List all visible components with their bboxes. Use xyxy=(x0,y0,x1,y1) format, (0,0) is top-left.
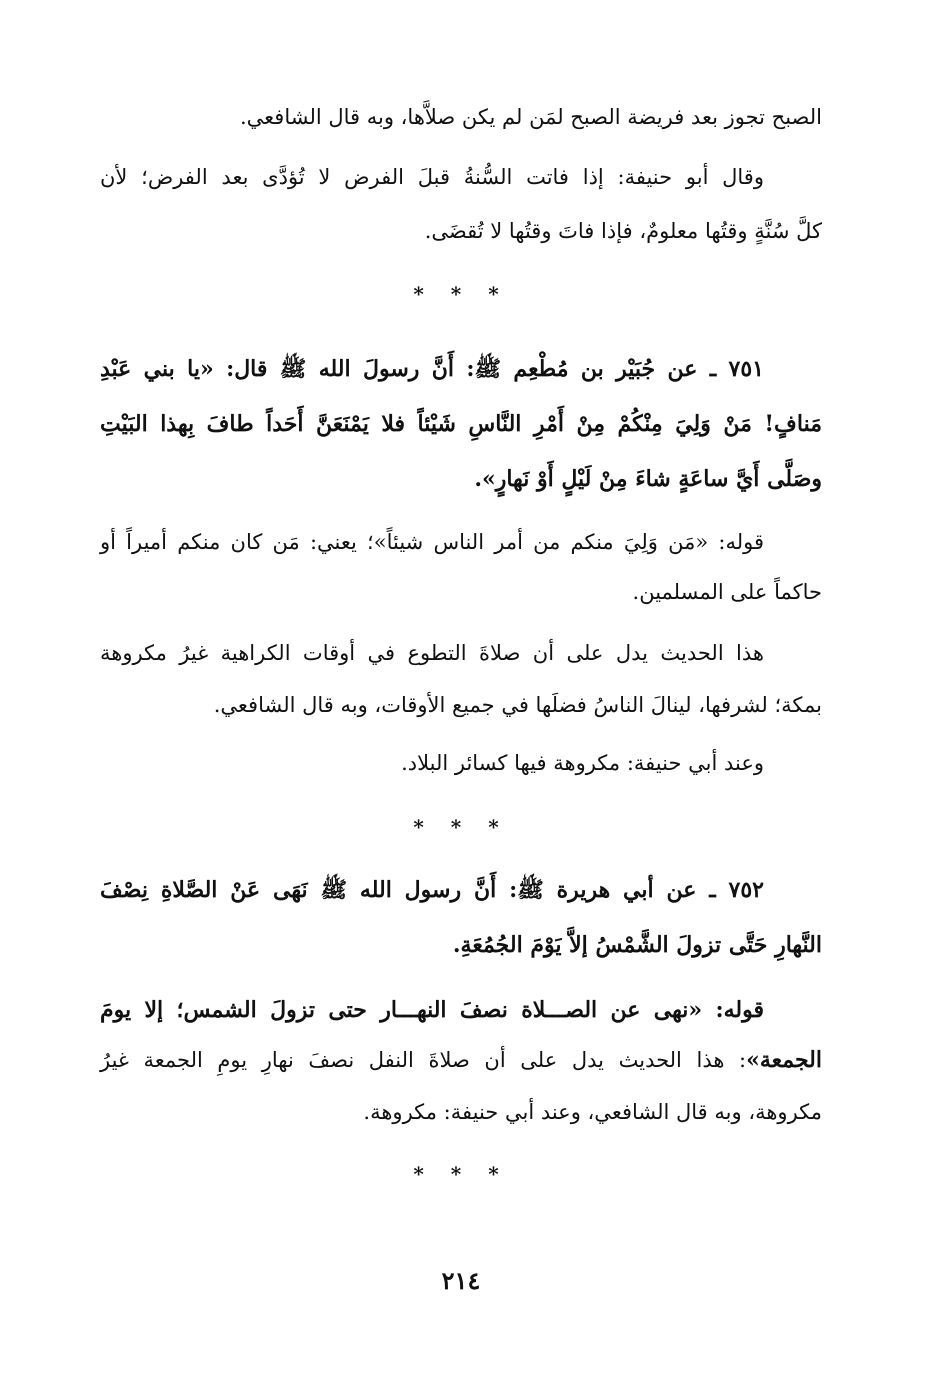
book-page xyxy=(100,0,822,1377)
text-line: كلَّ سُنَّةٍ وقتُها معلومٌ، فإذا فاتَ وقتُها لا تُقضَى. xyxy=(424,219,822,243)
hadith-line: مَنافٍ! مَنْ وَلِيَ مِنْكُمْ مِنْ أَمْرِ النَّاسِ شَيْئاً فلا يَمْنَعَنَّ أَحَداً طافَ بِهذا البَيْتِ xyxy=(100,411,822,437)
commentary-line: مكروهة، وبه قال الشافعي، وعند أبي حنيفة: مكروهة. xyxy=(363,1100,822,1124)
section-separator: * * * xyxy=(413,282,509,306)
hadith-line: النَّهارِ حَتَّى تزولَ الشَّمْسُ إلاَّ يَوْمَ الجُمُعَةِ. xyxy=(452,932,822,958)
quoted-phrase: الجمعة» xyxy=(746,1047,822,1073)
commentary-line: بمكة؛ لشرفها، لينالَ الناسُ فضلَها في جميع الأوقات، وبه قال الشافعي. xyxy=(213,693,822,717)
text-line: الصبح تجوز بعد فريضة الصبح لمَن لم يكن صلاَّها، وبه قال الشافعي. xyxy=(239,105,822,129)
commentary-line: حاكماً على المسلمين. xyxy=(632,580,822,604)
commentary-line: وعند أبي حنيفة: مكروهة فيها كسائر البلاد. xyxy=(401,751,764,775)
commentary-line: قوله: «نهى عن الصـــلاة نصفَ النهـــار حتى تزولَ الشمس؛ إلا يومَ xyxy=(100,997,764,1023)
section-separator: * * * xyxy=(413,1162,509,1186)
page-number: ٢١٤ xyxy=(441,1266,481,1295)
commentary-line: هذا الحديث يدل على أن صلاةَ التطوع في أوقات الكراهية غيرُ مكروهة xyxy=(100,641,764,665)
hadith-line: ٧٥٢ ـ عن أبي هريرة ﷺ: أَنَّ رسول الله ﷺ نَهَى عَنْ الصَّلاةِ نِصْفَ xyxy=(100,877,764,903)
text-line: وقال أبو حنيفة: إذا فاتت السُّنةُ قبلَ الفرض لا تُؤدَّى بعد الفرض؛ لأن xyxy=(100,165,764,189)
commentary-text: : هذا الحديث يدل على أن صلاةَ النفل نصفَ نهارِ يومِ الجمعة غيرُ xyxy=(100,1048,747,1072)
hadith-line: وصَلَّى أَيَّ ساعَةٍ شاءَ مِنْ لَيْلٍ أَوْ نَهارٍ». xyxy=(474,466,822,492)
hadith-line: ٧٥١ ـ عن جُبَيْر بن مُطْعِم ﷺ: أَنَّ رسولَ الله ﷺ قال: «يا بني عَبْدِ xyxy=(100,356,764,382)
commentary-line xyxy=(100,1040,822,1080)
section-separator: * * * xyxy=(413,815,509,839)
commentary-line: قوله: «مَن وَلِيَ منكم من أمر الناس شيئاً»؛ يعني: مَن كان منكم أميراً أو xyxy=(100,530,764,554)
